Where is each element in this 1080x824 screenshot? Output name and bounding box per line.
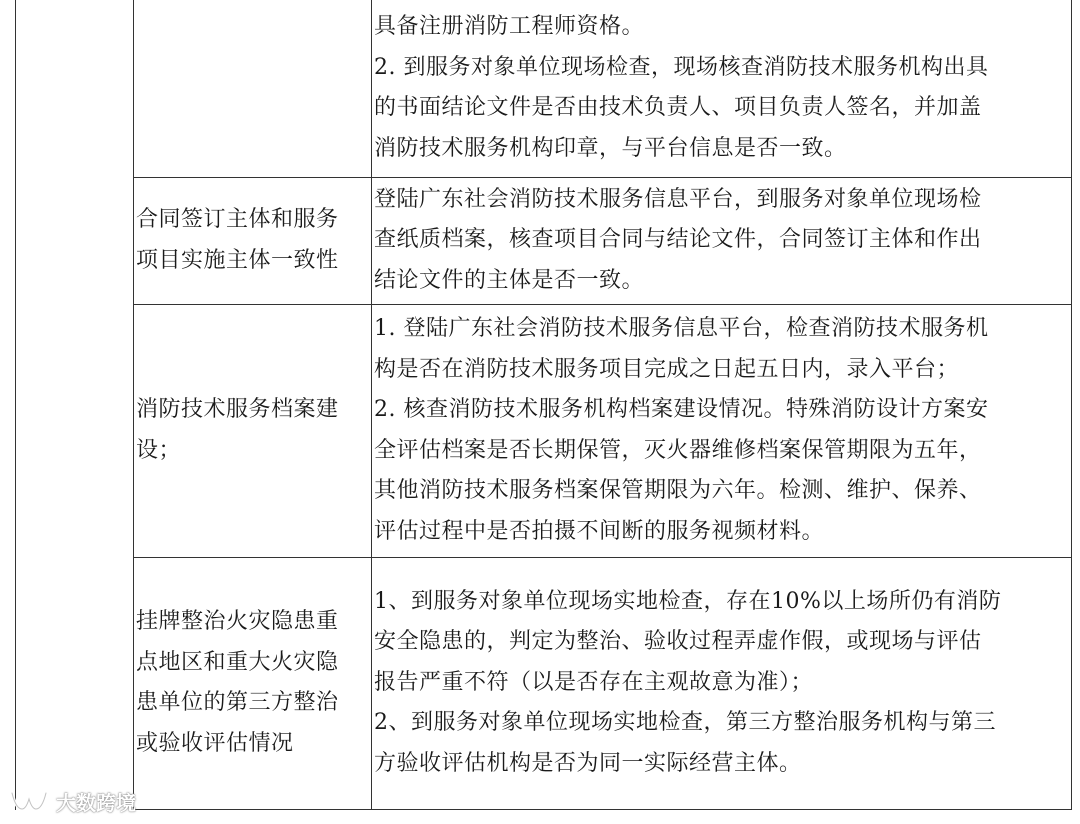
- method-line: 评估过程中是否拍摄不间断的服务视频材料。: [374, 518, 825, 544]
- method-line: 报告严重不符（以是否存在主观故意为准）；: [374, 669, 814, 695]
- watermark: [8, 784, 136, 818]
- item-line: 项目实施主体一致性: [136, 247, 339, 273]
- method-line: 登陆广东社会消防技术服务信息平台，到服务对象单位现场检: [374, 186, 982, 212]
- method-line: 查纸质档案，核查项目合同与结论文件，合同签订主体和作出: [374, 227, 982, 253]
- method-line: 结论文件的主体是否一致。: [374, 267, 645, 293]
- method-line: 消防技术服务机构印章，与平台信息是否一致。: [374, 135, 847, 161]
- method-line: 的书面结论文件是否由技术负责人、项目负责人签名，并加盖: [374, 95, 982, 121]
- item-line: 设；: [136, 437, 182, 463]
- method-line: 安全隐患的，判定为整治、验收过程弄虚作假，或现场与评估: [374, 629, 982, 655]
- method-line: 其他消防技术服务档案保管期限为六年。检测、维护、保养、: [374, 478, 982, 503]
- item-line: 或验收评估情况: [136, 730, 294, 756]
- table-row: [134, 177, 1072, 304]
- method-line: 1. 登陆广东社会消防技术服务信息平台，检查消防技术服务机: [374, 316, 989, 341]
- method-line: 1、到服务对象单位现场实地检查，存在10%以上场所仍有消防: [374, 588, 1002, 614]
- item-line: 合同签订主体和服务: [136, 207, 339, 232]
- method-line: 2. 核查消防技术服务机构档案建设情况。特殊消防设计方案安: [374, 397, 989, 422]
- item-cell: [134, 0, 372, 177]
- item-line: 挂牌整治火灾隐患重: [136, 609, 339, 634]
- method-cell: [372, 304, 1072, 557]
- item-cell: [134, 304, 372, 557]
- method-line: 全评估档案是否长期保管，灭火器维修档案保管期限为五年，: [374, 437, 982, 463]
- table-row: [134, 557, 1072, 809]
- method-cell: [372, 557, 1072, 809]
- table-row: [134, 304, 1072, 557]
- inspection-table: [133, 0, 1072, 810]
- method-line: 2. 到服务对象单位现场检查，现场核查消防技术服务机构出具: [374, 54, 989, 80]
- table-row: [134, 0, 1072, 177]
- method-cell: [372, 0, 1072, 177]
- method-line: 方验收评估机构是否为同一实际经营主体。: [374, 750, 802, 776]
- wechat-channel-icon: [8, 787, 50, 815]
- item-line: 点地区和重大火灾隐: [136, 649, 339, 675]
- item-cell: [134, 557, 372, 809]
- method-cell: [372, 177, 1072, 304]
- method-line: 2、到服务对象单位现场实地检查，第三方整治服务机构与第三: [374, 710, 996, 736]
- method-line: 构是否在消防技术服务项目完成之日起五日内，录入平台；: [374, 356, 960, 382]
- method-line: 具备注册消防工程师资格。: [374, 14, 645, 40]
- outer-table-border: [15, 0, 16, 810]
- item-line: 消防技术服务档案建: [136, 397, 339, 422]
- item-line: 患单位的第三方整治: [136, 690, 339, 715]
- watermark-text: 大数跨境: [56, 790, 136, 815]
- item-cell: [134, 177, 372, 304]
